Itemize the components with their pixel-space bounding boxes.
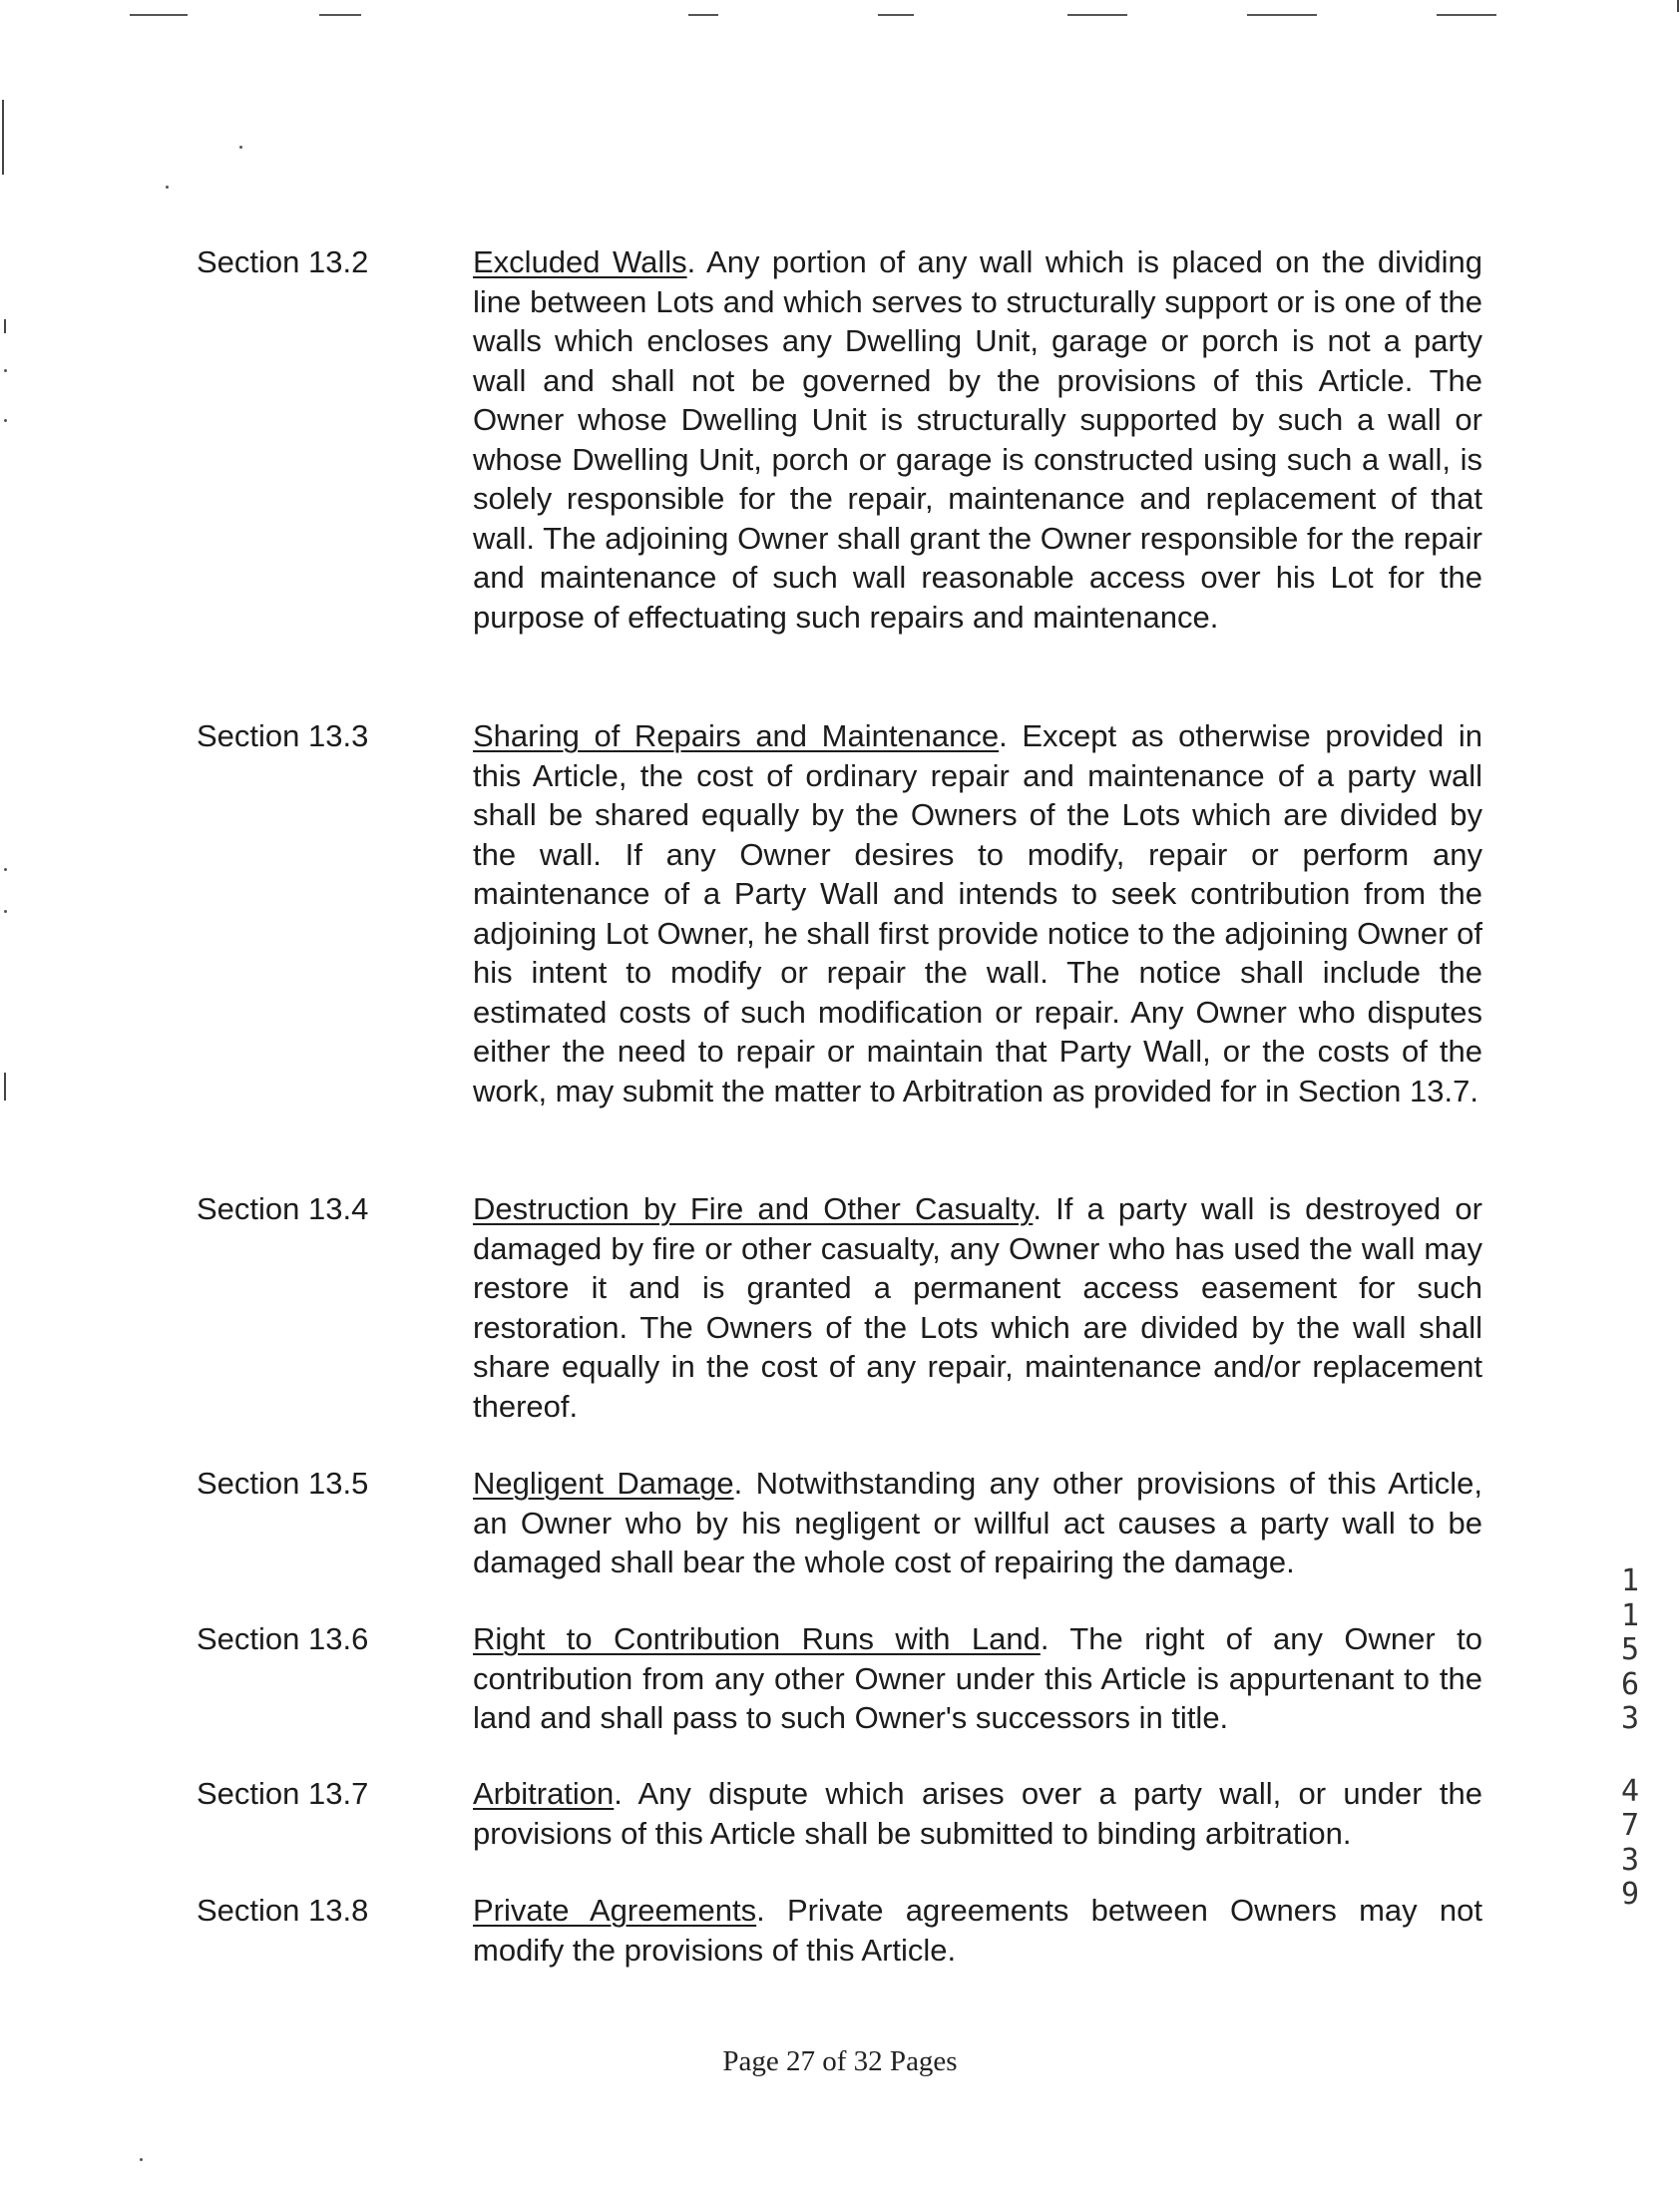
stamp-digit: 9 xyxy=(1620,1877,1640,1912)
section-body: . Any dispute which arises over a party wall, or under the provisions of this Article shall be submitted to binding arbitration. xyxy=(473,1776,1482,1851)
section-paragraph xyxy=(473,1464,1482,1582)
scan-edge-mark xyxy=(1677,0,1679,12)
scan-mark xyxy=(878,14,914,16)
scan-mark xyxy=(319,14,361,16)
section-body: . If a party wall is destroyed or damaged by fire or other casualty, any Owner who has used the wall may restore it and is granted a permanent access easement for such restoration. The Owners of the Lots which are divided by the wall shall share equally in the cost of any repair, maintenance and/or replacement thereof. xyxy=(473,1191,1482,1424)
scan-dot xyxy=(4,419,7,422)
section-number: Section 13.6 xyxy=(197,1621,369,1656)
section-heading: Sharing of Repairs and Maintenance xyxy=(473,718,1000,753)
stamp-digit: 4 xyxy=(1620,1773,1640,1809)
section-heading: Destruction by Fire and Other Casualty xyxy=(473,1191,1034,1226)
section-body: . Notwithstanding any other provisions of this Article, an Owner who by his negligent or willful act causes a party wall to be damaged shall bear the whole cost of repairing the damage. xyxy=(473,1466,1482,1579)
section-number: Section 13.8 xyxy=(197,1893,369,1928)
section-paragraph xyxy=(473,1891,1482,1970)
scan-dot xyxy=(166,186,169,189)
scan-dot xyxy=(4,369,7,372)
section-body: . Private agreements between Owners may not modify the provisions of this Article. xyxy=(473,1893,1482,1968)
scan-mark xyxy=(1067,14,1127,16)
stamp-gap xyxy=(1610,1737,1650,1775)
section-number: Section 13.2 xyxy=(197,244,369,279)
section-number: Section 13.3 xyxy=(197,718,369,753)
section-paragraph xyxy=(473,1189,1482,1426)
section-body: . The right of any Owner to contribution from any other Owner under this Article is appurtenant to the land and shall pass to such Owner's successors in title. xyxy=(473,1621,1482,1735)
stamp-digit: 7 xyxy=(1620,1808,1640,1843)
section-paragraph xyxy=(473,716,1482,1110)
scan-mark xyxy=(1437,14,1496,16)
stamp-digit: 5 xyxy=(1620,1632,1640,1667)
scan-dot xyxy=(4,868,7,871)
scan-mark xyxy=(1247,14,1317,16)
section-number: Section 13.5 xyxy=(197,1466,369,1501)
scan-dot xyxy=(4,910,7,913)
stamp-digit: 1 xyxy=(1620,1563,1640,1598)
page-number: Page 27 of 32 Pages xyxy=(722,2045,958,2077)
section-paragraph xyxy=(473,1774,1482,1853)
section-heading: Private Agreements xyxy=(473,1893,757,1928)
margin-stamp-number xyxy=(1610,1564,1650,1913)
section-paragraph xyxy=(473,1619,1482,1738)
section-paragraph xyxy=(473,242,1482,637)
scan-edge-mark xyxy=(2,100,4,175)
stamp-digit: 1 xyxy=(1620,1597,1640,1633)
scan-edge-mark xyxy=(4,319,6,333)
section-heading: Arbitration xyxy=(473,1776,615,1811)
section-body: . Except as otherwise provided in this Article, the cost of ordinary repair and maintenance of a party wall shall be shared equally by the Owners of the Lots which are divided by the wall. If any Owner desires to modify, repair or perform any maintenance of a Party Wall and intends to seek contribution from the adjoining Lot Owner, he shall first provide notice to the adjoining Owner of his intent to modify or repair the wall. The notice shall include the estimated costs of such modification or repair. Any Owner who disputes either the need to repair or maintain that Party Wall, or the costs of the work, may submit the matter to Arbitration as provided for in Section 13.7. xyxy=(473,718,1482,1108)
section-heading: Negligent Damage xyxy=(473,1466,734,1501)
scan-dot xyxy=(140,2158,143,2161)
scan-mark xyxy=(688,14,718,16)
section-number: Section 13.4 xyxy=(197,1191,369,1226)
section-body: . Any portion of any wall which is placed on the dividing line between Lots and which serves to structurally support or is one of the walls which encloses any Dwelling Unit, garage or porch is not a party wall and shall not be governed by the provisions of this Article. The Owner whose Dwelling Unit is structurally supported by such a wall or whose Dwelling Unit, porch or garage is constructed using such a wall, is solely responsible for the repair, maintenance and replacement of that wall. The adjoining Owner shall grant the Owner responsible for the repair and maintenance of such wall reasonable access over his Lot for the purpose of effectuating such repairs and maintenance. xyxy=(473,244,1482,635)
stamp-digit: 6 xyxy=(1620,1666,1640,1702)
stamp-digit: 3 xyxy=(1620,1701,1640,1736)
scan-edge-mark xyxy=(4,1073,6,1101)
stamp-digit: 3 xyxy=(1620,1842,1640,1878)
scan-dot xyxy=(239,146,242,149)
section-heading: Right to Contribution Runs with Land xyxy=(473,1621,1041,1656)
scan-mark xyxy=(130,14,188,16)
section-number: Section 13.7 xyxy=(197,1776,369,1811)
section-heading: Excluded Walls xyxy=(473,244,687,279)
